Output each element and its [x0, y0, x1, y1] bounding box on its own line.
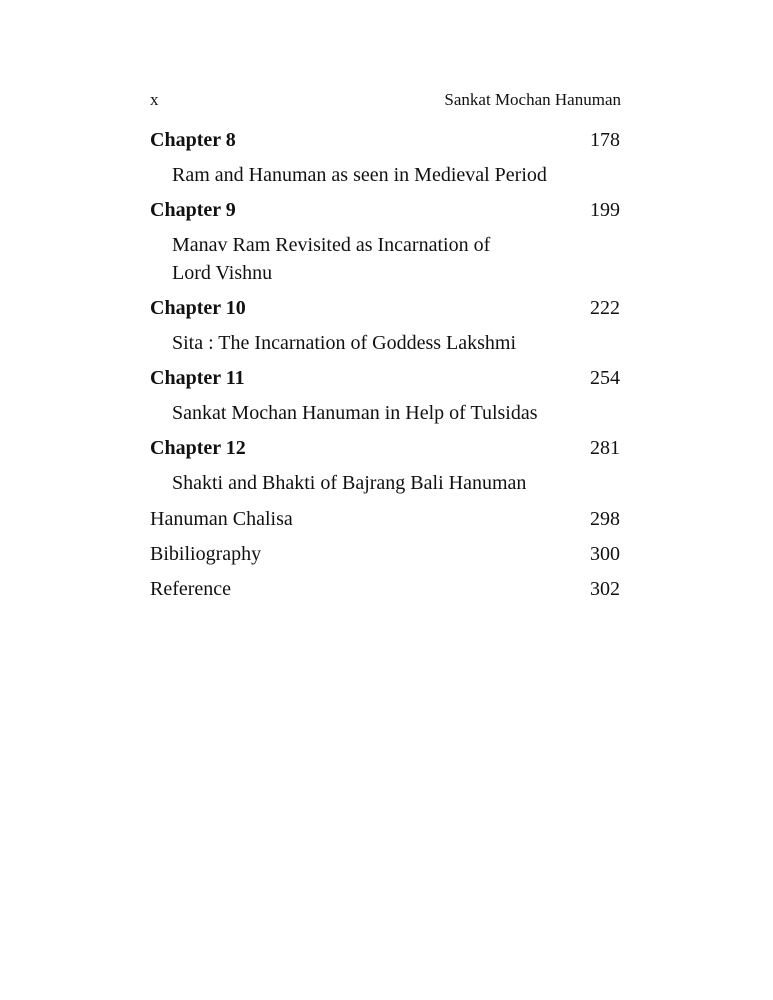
page-number: 300: [590, 543, 620, 565]
chapter-10-subtitle: [172, 329, 602, 357]
toc-entry-reference: [150, 575, 620, 603]
chapter-heading: Chapter 9: [150, 199, 236, 221]
chapter-subtitle-line: Sita : The Incarnation of Goddess Lakshmi: [172, 332, 517, 354]
page-number: 199: [590, 199, 620, 221]
entry-title: Reference: [150, 578, 232, 600]
chapter-12-subtitle: [172, 469, 602, 497]
chapter-subtitle-line: Manav Ram Revisited as Incarnation of: [172, 234, 491, 256]
page-folio: x: [150, 90, 159, 109]
chapter-heading: Chapter 8: [150, 129, 236, 151]
chapter-heading: Chapter 10: [150, 297, 246, 319]
entry-title: Bibiliography: [150, 543, 262, 565]
chapter-11-subtitle: [172, 399, 602, 427]
toc-entry-bibliography: [150, 540, 620, 568]
page-number: 302: [590, 578, 620, 600]
toc-entry-chapter-10: [150, 294, 620, 322]
page-number: 298: [590, 508, 620, 530]
chapter-subtitle-line: Ram and Hanuman as seen in Medieval Period: [172, 164, 547, 186]
toc-entry-hanuman-chalisa: [150, 505, 620, 533]
page-number: 254: [590, 367, 620, 389]
page-number: 178: [590, 129, 620, 151]
chapter-subtitle-line: Shakti and Bhakti of Bajrang Bali Hanuman: [172, 472, 527, 494]
toc-entry-chapter-9: [150, 196, 620, 224]
chapter-heading: Chapter 11: [150, 367, 245, 389]
toc-entry-chapter-11: [150, 364, 620, 392]
running-head: [150, 87, 621, 113]
toc-entry-chapter-8: [150, 126, 620, 154]
chapter-subtitle-line: Sankat Mochan Hanuman in Help of Tulsidas: [172, 402, 538, 424]
chapter-8-subtitle: [172, 161, 602, 189]
running-book-title: Sankat Mochan Hanuman: [444, 90, 621, 109]
chapter-subtitle-line: Lord Vishnu: [172, 262, 273, 284]
chapter-9-subtitle: [172, 231, 602, 287]
page-number: 281: [590, 437, 620, 459]
chapter-heading: Chapter 12: [150, 437, 246, 459]
toc-entry-chapter-12: [150, 434, 620, 462]
page-number: 222: [590, 297, 620, 319]
entry-title: Hanuman Chalisa: [150, 508, 293, 530]
